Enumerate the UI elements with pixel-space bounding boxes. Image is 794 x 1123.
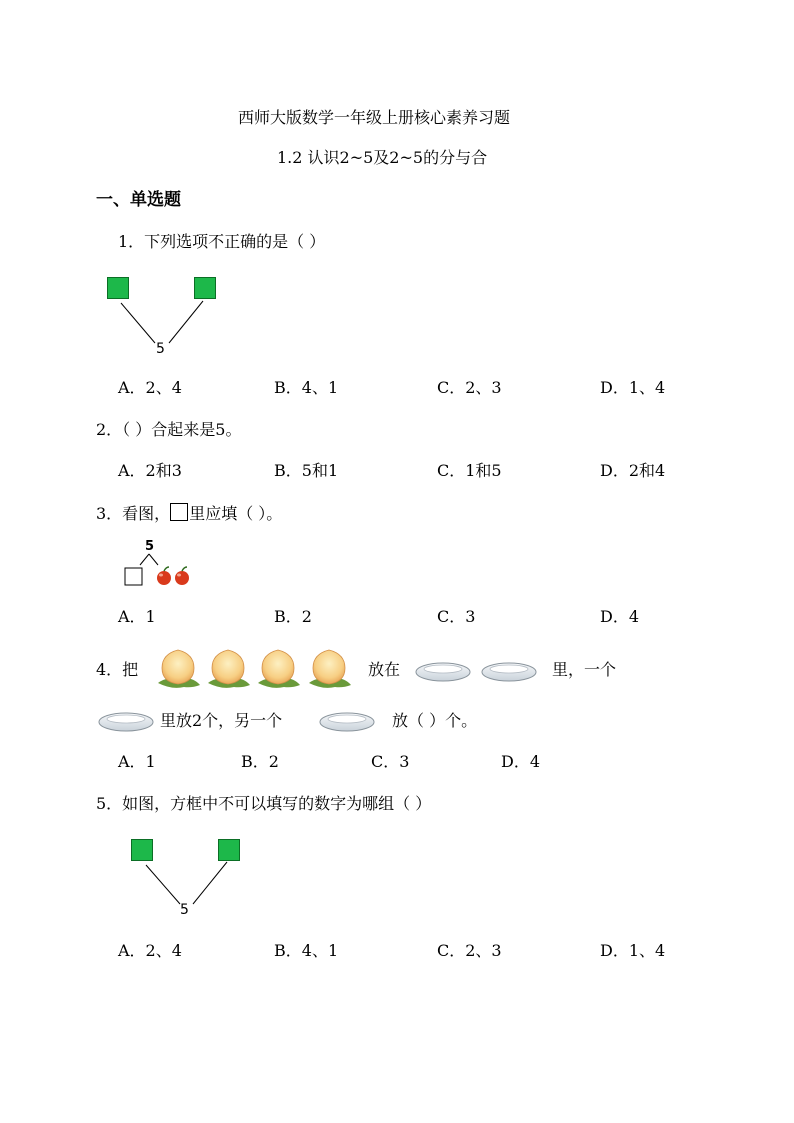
option-d[interactable]: D．1、4: [600, 941, 666, 960]
option-b[interactable]: B．4、1: [274, 378, 339, 397]
page-subtitle: 1.2 认识2~5及2~5的分与合: [277, 148, 488, 167]
option-c[interactable]: C．2、3: [437, 378, 502, 397]
stem-part-2: 放在: [368, 660, 401, 679]
option-d[interactable]: D．1、4: [600, 378, 666, 397]
stem-prefix: 3．看图，: [96, 504, 171, 523]
stem-part-5: 放（ ）个。: [392, 711, 478, 730]
option-a[interactable]: A．2、4: [118, 941, 182, 960]
stem-part-1: 4．把: [96, 660, 139, 679]
option-c[interactable]: C．3: [437, 607, 476, 626]
total-number: 5: [180, 902, 189, 918]
stem-suffix: 里应填（ ）。: [189, 504, 283, 523]
option-a[interactable]: A．2、4: [118, 378, 182, 397]
option-c[interactable]: C．2、3: [437, 941, 502, 960]
question-stem: 1．下列选项不正确的是（ ）: [118, 232, 326, 251]
option-b[interactable]: B．4、1: [274, 941, 339, 960]
option-b[interactable]: B．5和1: [274, 461, 339, 480]
option-d[interactable]: D．4: [501, 752, 541, 771]
option-c[interactable]: C．3: [371, 752, 410, 771]
option-d[interactable]: D．2和4: [600, 461, 666, 480]
option-b[interactable]: B．2: [274, 607, 312, 626]
option-c[interactable]: C．1和5: [437, 461, 502, 480]
option-d[interactable]: D．4: [600, 607, 640, 626]
option-a[interactable]: A．1: [118, 607, 156, 626]
section-heading: 一、单选题: [96, 190, 181, 210]
stem-part-4: 里放2个，另一个: [160, 711, 283, 730]
option-a[interactable]: A．2和3: [118, 461, 182, 480]
question-stem: 5．如图，方框中不可以填写的数字为哪组（ ）: [96, 794, 432, 813]
option-b[interactable]: B．2: [241, 752, 279, 771]
total-number: 5: [145, 539, 155, 554]
question-stem: 2．（ ）合起来是5。: [96, 420, 242, 439]
option-a[interactable]: A．1: [118, 752, 156, 771]
page-title: 西师大版数学一年级上册核心素养习题: [238, 108, 511, 127]
total-number: 5: [156, 341, 165, 357]
stem-part-3: 里，一个: [552, 660, 617, 679]
